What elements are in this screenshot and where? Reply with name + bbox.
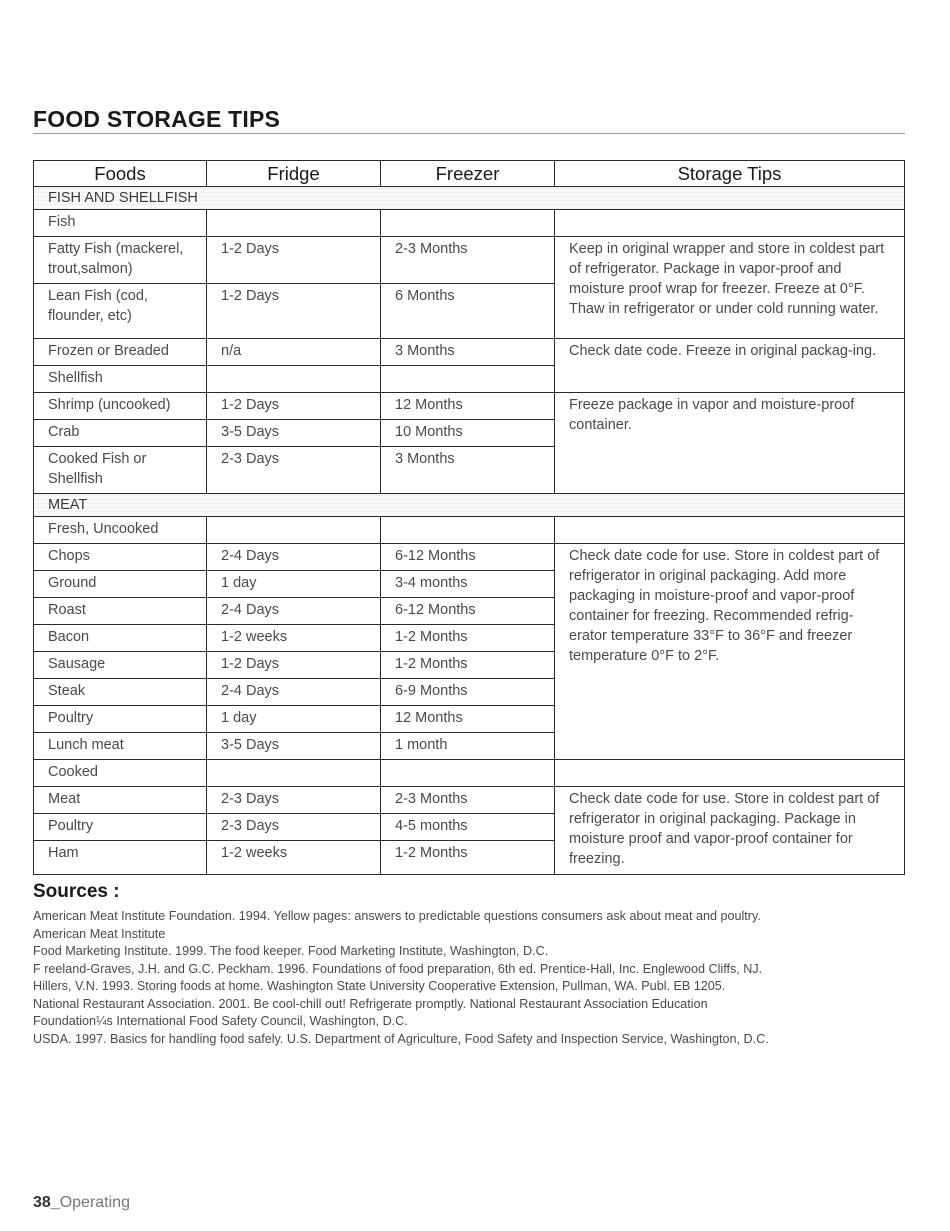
fridge-cell [207, 517, 381, 544]
header-freezer: Freezer [381, 161, 555, 187]
freezer-cell: 6 Months [381, 284, 555, 339]
table-header-row [34, 161, 905, 187]
freezer-cell: 2-3 Months [381, 237, 555, 284]
freezer-cell: 1-2 Months [381, 841, 555, 875]
fridge-cell: 2-3 Days [207, 814, 381, 841]
sources-list [33, 908, 913, 1048]
food-cell: Meat [34, 787, 207, 814]
tip-cell: Check date code for use. Store in coldest part of refrigerator in original packaging. Add more packaging in moisture-proof and vapor-proof container for freezing. Recommended refrig-erator temperature 33°F to 36°F and freezer temperature 0°F to 2°F. [555, 544, 905, 760]
freezer-cell: 3 Months [381, 339, 555, 366]
fridge-cell: 1 day [207, 706, 381, 733]
fridge-cell [207, 366, 381, 393]
freezer-cell: 12 Months [381, 706, 555, 733]
header-foods: Foods [34, 161, 207, 187]
freezer-cell: 1 month [381, 733, 555, 760]
freezer-cell: 6-9 Months [381, 679, 555, 706]
tip-cell [555, 210, 905, 237]
food-cell: Cooked Fish or Shellfish [34, 447, 207, 494]
section-label: FISH AND SHELLFISH [34, 187, 905, 210]
food-cell: Fatty Fish (mackerel, trout,salmon) [34, 237, 207, 284]
header-storage-tips: Storage Tips [555, 161, 905, 187]
tip-cell: Check date code. Freeze in original packag-ing. [555, 339, 905, 393]
freezer-cell: 3-4 months [381, 571, 555, 598]
fridge-cell: 1-2 weeks [207, 625, 381, 652]
section-row-meat [34, 494, 905, 517]
tip-cell [555, 760, 905, 787]
fridge-cell: 2-4 Days [207, 679, 381, 706]
fridge-cell: 2-4 Days [207, 544, 381, 571]
food-cell: Steak [34, 679, 207, 706]
fridge-cell: n/a [207, 339, 381, 366]
fridge-cell: 1-2 Days [207, 652, 381, 679]
freezer-cell: 6-12 Months [381, 598, 555, 625]
header-fridge: Fridge [207, 161, 381, 187]
source-line: American Meat Institute [33, 926, 166, 941]
page-title: FOOD STORAGE TIPS [33, 106, 281, 132]
food-storage-table [33, 160, 905, 875]
table-row [34, 544, 905, 571]
freezer-cell: 6-12 Months [381, 544, 555, 571]
tip-cell: Keep in original wrapper and store in coldest part of refrigerator. Package in vapor-proof and moisture proof wrap for freezer. Freeze at 0°F. Thaw in refrigerator or under cold running water. [555, 237, 905, 339]
food-cell: Poultry [34, 706, 207, 733]
title-divider [33, 133, 905, 134]
fridge-cell: 1-2 Days [207, 237, 381, 284]
source-line: American Meat Institute Foundation. 1994. Yellow pages: answers to predictable questions consumers ask about meat and poultry. [33, 909, 761, 923]
freezer-cell [381, 517, 555, 544]
source-line: Food Marketing Institute. 1999. The food keeper. Food Marketing Institute, Washington, D.C. [33, 944, 549, 958]
food-cell: Lean Fish (cod, flounder, etc) [34, 284, 207, 339]
footer-section: Operating [59, 1194, 130, 1211]
fridge-cell: 2-3 Days [207, 447, 381, 494]
food-cell: Cooked [34, 760, 207, 787]
freezer-cell: 10 Months [381, 420, 555, 447]
freezer-cell [381, 366, 555, 393]
section-row-fish [34, 187, 905, 210]
sources-heading: Sources : [33, 881, 120, 902]
food-cell: Lunch meat [34, 733, 207, 760]
source-line: USDA. 1997. Basics for handling food safely. U.S. Department of Agriculture, Food Safety and Inspection Service, Washington, D.C. [33, 1031, 769, 1046]
food-cell: Fish [34, 210, 207, 237]
freezer-cell: 3 Months [381, 447, 555, 494]
food-cell: Roast [34, 598, 207, 625]
section-label: MEAT [34, 494, 905, 517]
freezer-cell [381, 760, 555, 787]
fridge-cell: 3-5 Days [207, 420, 381, 447]
fridge-cell: 1-2 Days [207, 284, 381, 339]
fridge-cell: 3-5 Days [207, 733, 381, 760]
freezer-cell: 12 Months [381, 393, 555, 420]
table-row [34, 787, 905, 814]
food-cell: Crab [34, 420, 207, 447]
food-cell: Frozen or Breaded [34, 339, 207, 366]
food-cell: Shellfish [34, 366, 207, 393]
source-line: Hillers, V.N. 1993. Storing foods at home. Washington State University Cooperative Extension, Pullman, WA. Publ. EB 1205. [33, 979, 726, 993]
food-cell: Ham [34, 841, 207, 875]
fridge-cell [207, 210, 381, 237]
food-cell: Fresh, Uncooked [34, 517, 207, 544]
table-row [34, 339, 905, 366]
table-row [34, 517, 905, 544]
freezer-cell: 4-5 months [381, 814, 555, 841]
fridge-cell: 1-2 weeks [207, 841, 381, 875]
table-row [34, 210, 905, 237]
freezer-cell: 1-2 Months [381, 652, 555, 679]
freezer-cell: 2-3 Months [381, 787, 555, 814]
tip-cell [555, 517, 905, 544]
page-number: 38_ [33, 1194, 60, 1211]
source-line: F reeland-Graves, J.H. and G.C. Peckham. 1996. Foundations of food preparation, 6th ed. Prentice-Hall, Inc. Englewood Cliffs, NJ. [33, 961, 763, 976]
source-line: Foundation¼s International Food Safety Council, Washington, D.C. [33, 1014, 408, 1028]
source-line: National Restaurant Association. 2001. Be cool-chill out! Refrigerate promptly. National Restaurant Association Education [33, 996, 708, 1011]
food-cell: Sausage [34, 652, 207, 679]
food-cell: Bacon [34, 625, 207, 652]
table-row [34, 760, 905, 787]
table-row [34, 237, 905, 284]
table-row [34, 393, 905, 420]
freezer-cell [381, 210, 555, 237]
fridge-cell: 1 day [207, 571, 381, 598]
freezer-cell: 1-2 Months [381, 625, 555, 652]
fridge-cell: 1-2 Days [207, 393, 381, 420]
food-cell: Poultry [34, 814, 207, 841]
fridge-cell: 2-3 Days [207, 787, 381, 814]
page-footer [33, 1194, 130, 1212]
fridge-cell [207, 760, 381, 787]
food-cell: Shrimp (uncooked) [34, 393, 207, 420]
fridge-cell: 2-4 Days [207, 598, 381, 625]
food-cell: Ground [34, 571, 207, 598]
food-cell: Chops [34, 544, 207, 571]
tip-cell: Freeze package in vapor and moisture-proof container. [555, 393, 905, 494]
tip-cell: Check date code for use. Store in coldest part of refrigerator in original packaging. Package in moisture proof and vapor-proof container for freezing. [555, 787, 905, 875]
